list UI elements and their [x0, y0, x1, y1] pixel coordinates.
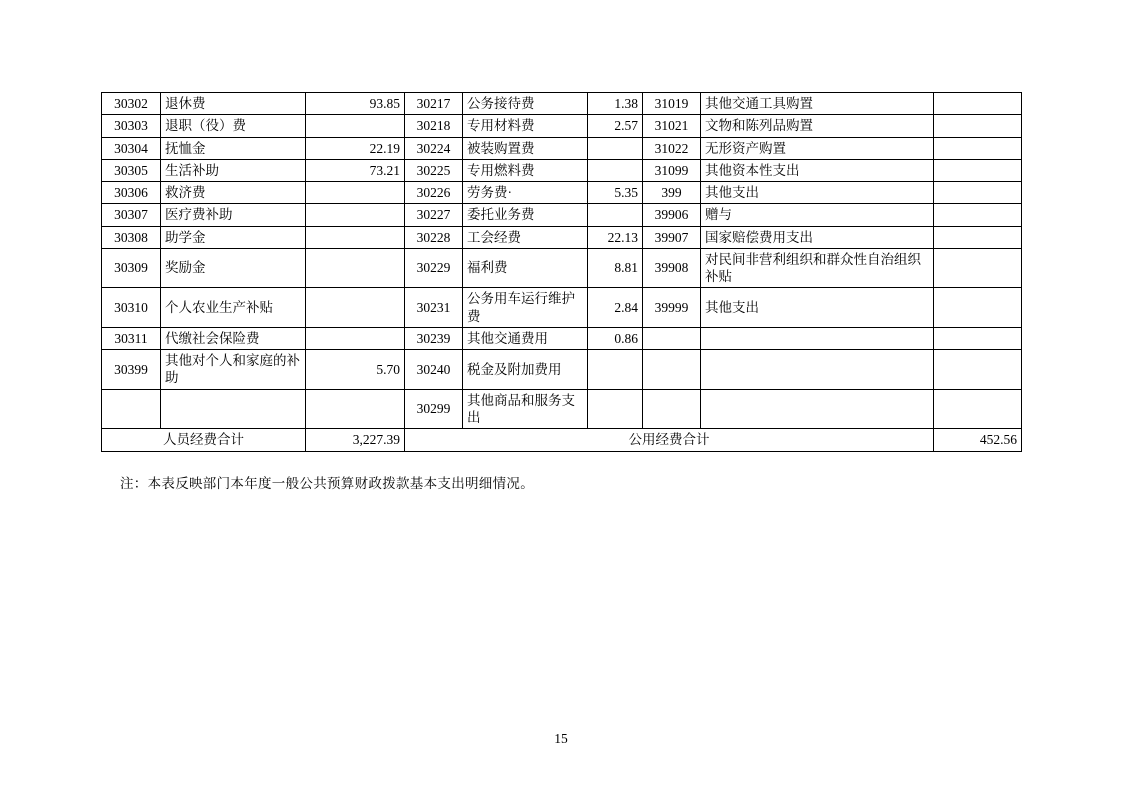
cell-code-3: 39907 — [643, 226, 701, 248]
cell-name-3 — [701, 389, 934, 429]
cell-name-2: 委托业务费 — [463, 204, 588, 226]
cell-code-3: 31022 — [643, 137, 701, 159]
table-row — [102, 288, 1022, 328]
cell-code-1: 30399 — [102, 350, 161, 390]
table-note: 注：本表反映部门本年度一般公共预算财政拨款基本支出明细情况。 — [120, 476, 534, 491]
cell-name-3: 文物和陈列品购置 — [701, 115, 934, 137]
cell-value-2 — [588, 137, 643, 159]
cell-value-2: 8.81 — [588, 248, 643, 288]
cell-code-1: 30311 — [102, 327, 161, 349]
cell-name-2: 税金及附加费用 — [463, 350, 588, 390]
cell-value-2 — [588, 204, 643, 226]
cell-code-3: 31021 — [643, 115, 701, 137]
table-row — [102, 93, 1022, 115]
cell-value-1: 93.85 — [306, 93, 405, 115]
cell-code-1: 30309 — [102, 248, 161, 288]
cell-code-2: 30225 — [405, 159, 463, 181]
cell-value-3 — [934, 159, 1022, 181]
cell-code-3: 39906 — [643, 204, 701, 226]
cell-code-2: 30218 — [405, 115, 463, 137]
cell-value-2: 1.38 — [588, 93, 643, 115]
table-row — [102, 204, 1022, 226]
cell-name-3: 其他支出 — [701, 182, 934, 204]
table-total-row — [102, 429, 1022, 451]
cell-code-1: 30302 — [102, 93, 161, 115]
cell-value-1 — [306, 389, 405, 429]
cell-code-1: 30307 — [102, 204, 161, 226]
table-row — [102, 115, 1022, 137]
cell-code-1: 30305 — [102, 159, 161, 181]
page-number: 15 — [554, 731, 568, 746]
cell-name-1: 代缴社会保险费 — [161, 327, 306, 349]
cell-value-1 — [306, 327, 405, 349]
personnel-total-value: 3,227.39 — [306, 429, 405, 451]
cell-name-1: 奖励金 — [161, 248, 306, 288]
cell-value-1: 73.21 — [306, 159, 405, 181]
cell-code-1: 30306 — [102, 182, 161, 204]
personnel-total-label: 人员经费合计 — [102, 429, 306, 451]
cell-code-2: 30217 — [405, 93, 463, 115]
cell-name-1: 助学金 — [161, 226, 306, 248]
cell-value-3 — [934, 248, 1022, 288]
cell-code-1 — [102, 389, 161, 429]
cell-code-2: 30231 — [405, 288, 463, 328]
cell-name-1: 其他对个人和家庭的补助 — [161, 350, 306, 390]
cell-value-2: 2.57 — [588, 115, 643, 137]
cell-code-3: 39999 — [643, 288, 701, 328]
public-total-label: 公用经费合计 — [405, 429, 934, 451]
cell-name-2: 专用燃料费 — [463, 159, 588, 181]
table-row — [102, 350, 1022, 390]
cell-name-1: 抚恤金 — [161, 137, 306, 159]
cell-value-1 — [306, 248, 405, 288]
cell-name-2: 福利费 — [463, 248, 588, 288]
cell-name-3: 国家赔偿费用支出 — [701, 226, 934, 248]
cell-code-3 — [643, 389, 701, 429]
cell-value-1: 22.19 — [306, 137, 405, 159]
cell-value-3 — [934, 204, 1022, 226]
table-row — [102, 327, 1022, 349]
cell-name-2: 专用材料费 — [463, 115, 588, 137]
cell-name-3: 对民间非营利组织和群众性自治组织补贴 — [701, 248, 934, 288]
cell-code-2: 30299 — [405, 389, 463, 429]
cell-code-3 — [643, 350, 701, 390]
cell-name-1: 退休费 — [161, 93, 306, 115]
table-row — [102, 389, 1022, 429]
cell-code-3: 31099 — [643, 159, 701, 181]
cell-value-1 — [306, 204, 405, 226]
cell-code-1: 30310 — [102, 288, 161, 328]
cell-name-1: 救济费 — [161, 182, 306, 204]
cell-code-1: 30308 — [102, 226, 161, 248]
table-row — [102, 226, 1022, 248]
cell-value-3 — [934, 327, 1022, 349]
cell-code-1: 30304 — [102, 137, 161, 159]
cell-name-3: 其他资本性支出 — [701, 159, 934, 181]
budget-detail-table — [101, 92, 1022, 452]
cell-name-1: 生活补助 — [161, 159, 306, 181]
cell-value-3 — [934, 115, 1022, 137]
cell-code-2: 30228 — [405, 226, 463, 248]
cell-code-3: 31019 — [643, 93, 701, 115]
cell-code-2: 30240 — [405, 350, 463, 390]
cell-code-3: 39908 — [643, 248, 701, 288]
cell-name-2: 被装购置费 — [463, 137, 588, 159]
cell-value-3 — [934, 288, 1022, 328]
cell-value-2: 5.35 — [588, 182, 643, 204]
cell-value-3 — [934, 389, 1022, 429]
cell-name-2: 工会经费 — [463, 226, 588, 248]
cell-value-3 — [934, 350, 1022, 390]
cell-name-1: 个人农业生产补贴 — [161, 288, 306, 328]
cell-name-2: 公务用车运行维护费 — [463, 288, 588, 328]
table-row — [102, 159, 1022, 181]
cell-value-2: 2.84 — [588, 288, 643, 328]
cell-value-1 — [306, 226, 405, 248]
cell-name-3: 赠与 — [701, 204, 934, 226]
cell-name-1 — [161, 389, 306, 429]
cell-value-2: 0.86 — [588, 327, 643, 349]
cell-code-1: 30303 — [102, 115, 161, 137]
cell-value-3 — [934, 137, 1022, 159]
cell-code-2: 30224 — [405, 137, 463, 159]
cell-name-3: 无形资产购置 — [701, 137, 934, 159]
cell-value-2: 22.13 — [588, 226, 643, 248]
cell-name-1: 医疗费补助 — [161, 204, 306, 226]
cell-value-2 — [588, 389, 643, 429]
table-row — [102, 248, 1022, 288]
cell-code-2: 30227 — [405, 204, 463, 226]
cell-value-3 — [934, 182, 1022, 204]
cell-name-2: 其他商品和服务支出 — [463, 389, 588, 429]
cell-value-3 — [934, 226, 1022, 248]
cell-name-2: 其他交通费用 — [463, 327, 588, 349]
table-row — [102, 137, 1022, 159]
cell-value-3 — [934, 93, 1022, 115]
cell-name-3 — [701, 327, 934, 349]
cell-value-2 — [588, 350, 643, 390]
cell-value-1 — [306, 182, 405, 204]
cell-value-1: 5.70 — [306, 350, 405, 390]
cell-code-3: 399 — [643, 182, 701, 204]
cell-value-2 — [588, 159, 643, 181]
cell-value-1 — [306, 288, 405, 328]
cell-name-1: 退职（役）费 — [161, 115, 306, 137]
cell-name-2: 劳务费· — [463, 182, 588, 204]
cell-code-2: 30226 — [405, 182, 463, 204]
cell-code-3 — [643, 327, 701, 349]
cell-name-2: 公务接待费 — [463, 93, 588, 115]
budget-table-container — [101, 92, 1021, 452]
cell-code-2: 30229 — [405, 248, 463, 288]
cell-name-3 — [701, 350, 934, 390]
table-row — [102, 182, 1022, 204]
public-total-value: 452.56 — [934, 429, 1022, 451]
cell-code-2: 30239 — [405, 327, 463, 349]
cell-value-1 — [306, 115, 405, 137]
cell-name-3: 其他交通工具购置 — [701, 93, 934, 115]
cell-name-3: 其他支出 — [701, 288, 934, 328]
